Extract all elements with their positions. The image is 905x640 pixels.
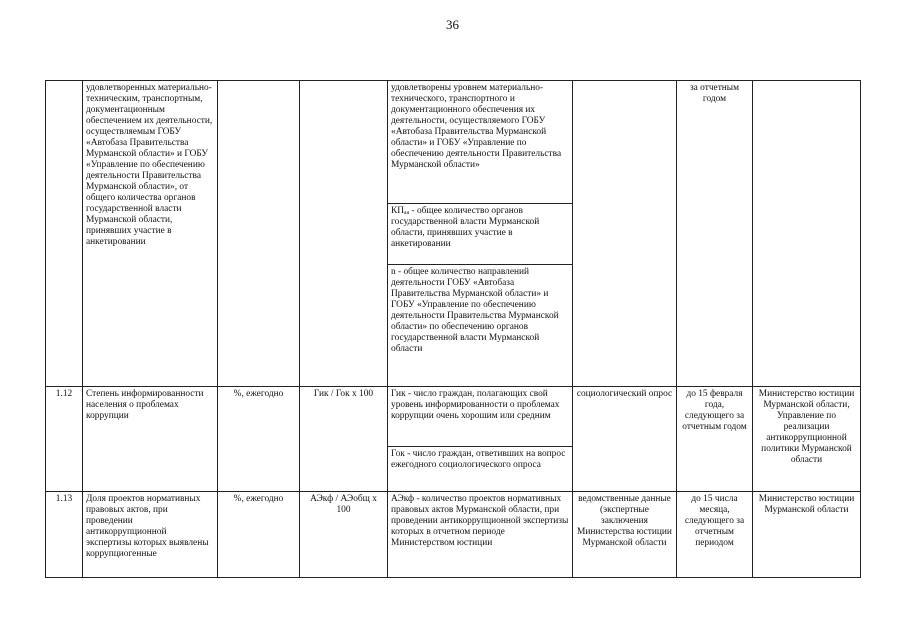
indicators-table xyxy=(45,80,861,578)
source-cell xyxy=(573,81,677,387)
page-number: 36 xyxy=(446,17,459,32)
table-row xyxy=(46,81,861,204)
responsible-cell: Министерство юстиции Мурманской области xyxy=(753,492,861,578)
row-number-cell: 1.12 xyxy=(46,387,83,492)
source-cell: социологический опрос xyxy=(573,387,677,492)
indicator-name-cell: удовлетворенных материально-техническим, транспортным, документационным обеспечением их деятельности, осуществляемым ГОБУ «Автобаза Правительства Мурманской области» и ГОБУ «Управление по обеспечению деятельности Правительства Мурманской области», от общего количества органов государственной власти Мурманской области, принявших участие в анкетировании xyxy=(83,81,218,387)
formula-cell: АЭкф / АЭобщ x 100 xyxy=(300,492,388,578)
source-cell: ведомственные данные (экспертные заключения Министерства юстиции Мурманской области xyxy=(573,492,677,578)
unit-cell: %, ежегодно xyxy=(218,387,300,492)
responsible-cell xyxy=(753,81,861,387)
responsible-cell: Министерство юстиции Мурманской области, Управление по реализации антикоррупционной политики Мурманской области xyxy=(753,387,861,492)
definition-cell: n - общее количество направлений деятельности ГОБУ «Автобаза Правительства Мурманской области» и ГОБУ «Управление по обеспечению деятельности Правительства Мурманской области» по обеспечению органов государственной власти Мурманской области xyxy=(388,265,573,387)
table-row xyxy=(46,492,861,578)
deadline-cell: за отчетным годом xyxy=(677,81,753,387)
definition-cell: КПₐₐ - общее количество органов государственной власти Мурманской области, принявших участие в анкетировании xyxy=(388,204,573,265)
row-number-cell: 1.13 xyxy=(46,492,83,578)
deadline-cell: до 15 февраля года, следующего за отчетным годом xyxy=(677,387,753,492)
row-number-cell xyxy=(46,81,83,387)
table-row xyxy=(46,387,861,447)
definition-cell: Гик - число граждан, полагающих свой уровень информированности о проблемах коррупции очень хорошим или средним xyxy=(388,387,573,447)
deadline-cell: до 15 числа месяца, следующего за отчетным периодом xyxy=(677,492,753,578)
formula-cell xyxy=(300,81,388,387)
unit-cell: %, ежегодно xyxy=(218,492,300,578)
definition-cell: АЭкф - количество проектов нормативных правовых актов Мурманской области, при проведении антикоррупционной экспертизы которых в отчетном периоде Министерством юстиции xyxy=(388,492,573,578)
indicator-name-cell: Степень информированности населения о проблемах коррупции xyxy=(83,387,218,492)
definition-cell: Гок - число граждан, ответивших на вопрос ежегодного социологического опроса xyxy=(388,447,573,492)
indicator-name-cell: Доля проектов нормативных правовых актов, при проведении антикоррупционной экспертизы которых выявлены коррупциогенные xyxy=(83,492,218,578)
formula-cell: Гик / Гок x 100 xyxy=(300,387,388,492)
unit-cell xyxy=(218,81,300,387)
definition-cell: удовлетворены уровнем материально-технического, транспортного и документационного обеспечения их деятельности, осуществляемого ГОБУ «Автобаза Правительства Мурманской области» и ГОБУ «Управление по обеспечению деятельности Правительства Мурманской области» xyxy=(388,81,573,204)
